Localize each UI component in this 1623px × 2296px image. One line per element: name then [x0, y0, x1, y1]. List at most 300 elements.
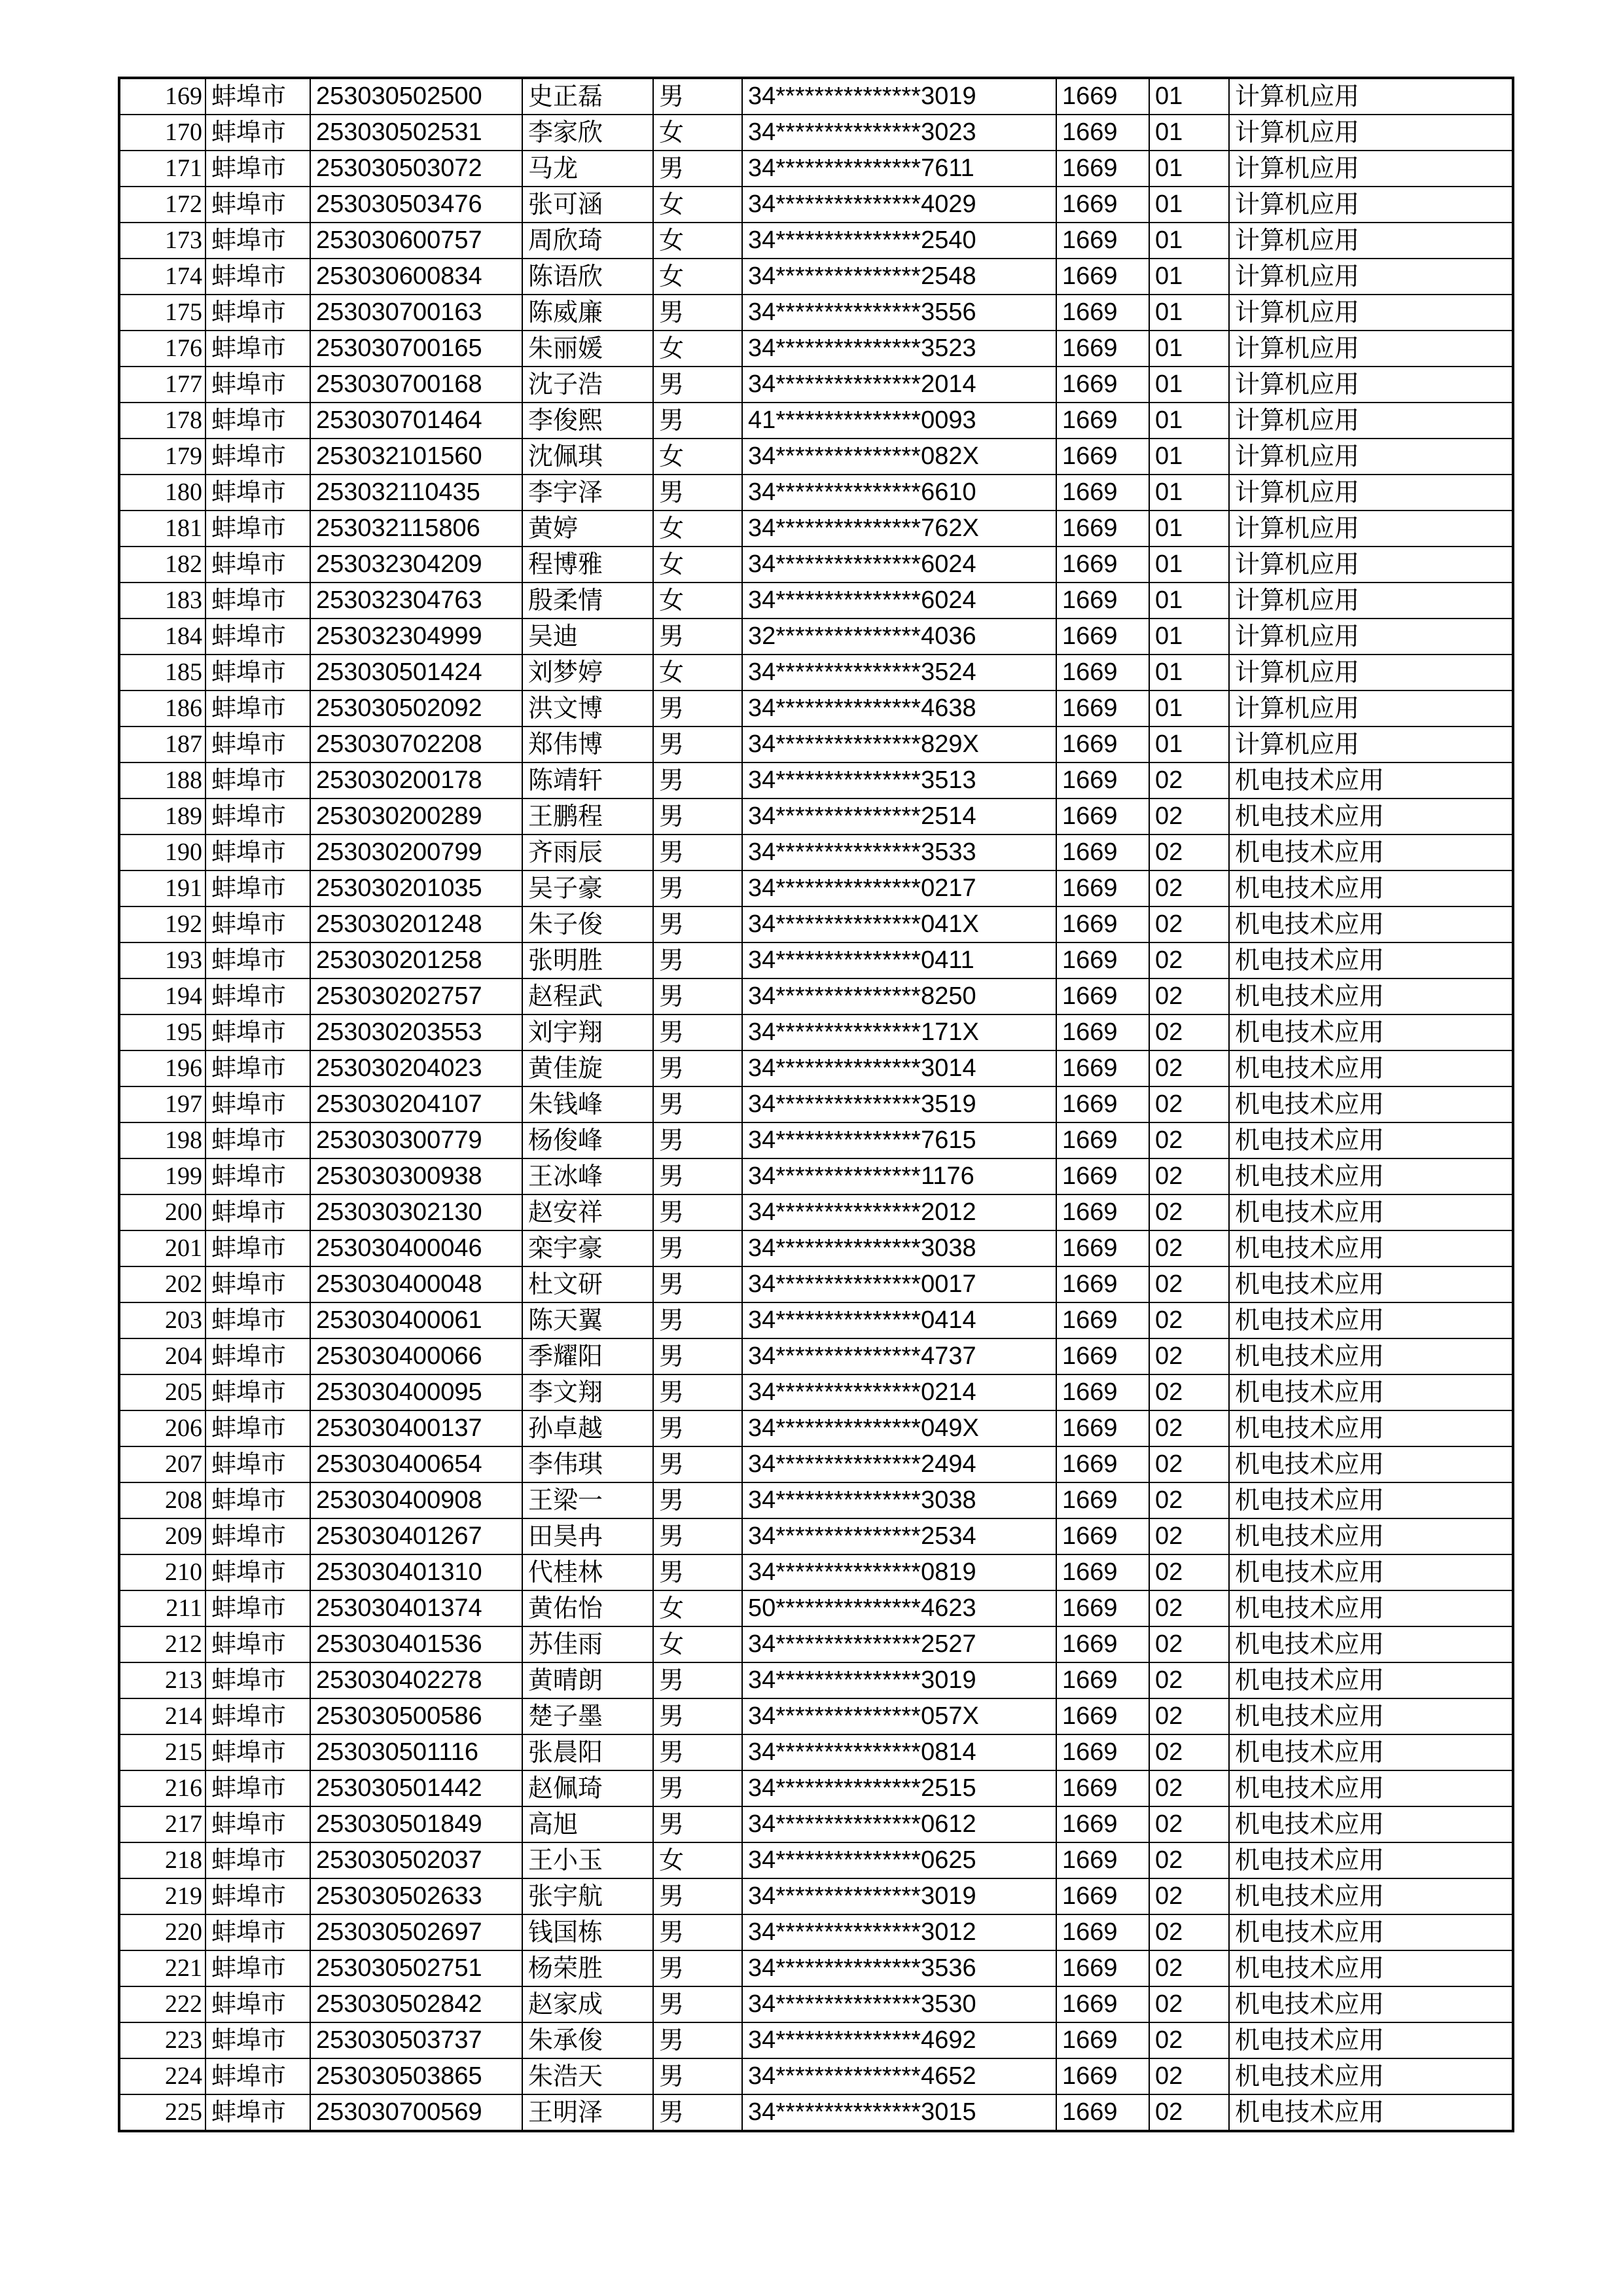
row-number: 180: [119, 475, 205, 511]
exam-id-cell: 253030400046: [310, 1230, 522, 1266]
exam-id-cell: 253030503737: [310, 2022, 522, 2058]
major-name-cell: 机电技术应用: [1229, 2094, 1513, 2131]
name-cell: 杨俊峰: [522, 1122, 653, 1158]
exam-id-cell: 253030200178: [310, 762, 522, 798]
school-code-cell: 1669: [1056, 834, 1149, 870]
row-number: 191: [119, 870, 205, 906]
city-cell: 蚌埠市: [205, 475, 310, 511]
name-cell: 李伟琪: [522, 1446, 653, 1482]
table-row: [119, 583, 1513, 619]
major-name-cell: 机电技术应用: [1229, 1230, 1513, 1266]
major-name-cell: 机电技术应用: [1229, 762, 1513, 798]
row-number: 220: [119, 1914, 205, 1950]
city-cell: 蚌埠市: [205, 2094, 310, 2131]
major-name-cell: 机电技术应用: [1229, 906, 1513, 942]
gender-cell: 男: [653, 1734, 742, 1770]
row-number: 225: [119, 2094, 205, 2131]
major-code-cell: 02: [1149, 798, 1229, 834]
gender-cell: 男: [653, 1806, 742, 1842]
major-name-cell: 计算机应用: [1229, 511, 1513, 547]
row-number: 212: [119, 1626, 205, 1662]
gender-cell: 男: [653, 2094, 742, 2131]
city-cell: 蚌埠市: [205, 367, 310, 403]
school-code-cell: 1669: [1056, 1950, 1149, 1986]
city-cell: 蚌埠市: [205, 1950, 310, 1986]
major-code-cell: 01: [1149, 223, 1229, 259]
id-number-cell: 34***************3513: [742, 762, 1056, 798]
name-cell: 陈威廉: [522, 295, 653, 331]
city-cell: 蚌埠市: [205, 978, 310, 1014]
id-number-cell: 34***************0819: [742, 1554, 1056, 1590]
exam-id-cell: 253030400908: [310, 1482, 522, 1518]
name-cell: 李文翔: [522, 1374, 653, 1410]
city-cell: 蚌埠市: [205, 1518, 310, 1554]
major-name-cell: 计算机应用: [1229, 295, 1513, 331]
major-code-cell: 02: [1149, 1374, 1229, 1410]
major-name-cell: 机电技术应用: [1229, 1698, 1513, 1734]
table-row: [119, 151, 1513, 187]
id-number-cell: 34***************2540: [742, 223, 1056, 259]
table-row: [119, 1410, 1513, 1446]
school-code-cell: 1669: [1056, 1122, 1149, 1158]
gender-cell: 女: [653, 115, 742, 151]
table-row: [119, 1266, 1513, 1302]
row-number: 210: [119, 1554, 205, 1590]
gender-cell: 男: [653, 295, 742, 331]
school-code-cell: 1669: [1056, 547, 1149, 583]
major-name-cell: 机电技术应用: [1229, 1482, 1513, 1518]
exam-id-cell: 253030501424: [310, 655, 522, 691]
exam-id-cell: 253032115806: [310, 511, 522, 547]
major-code-cell: 02: [1149, 1734, 1229, 1770]
id-number-cell: 34***************4029: [742, 187, 1056, 223]
city-cell: 蚌埠市: [205, 259, 310, 295]
major-code-cell: 02: [1149, 1086, 1229, 1122]
table-row: [119, 1950, 1513, 1986]
name-cell: 黄佑怡: [522, 1590, 653, 1626]
gender-cell: 男: [653, 1410, 742, 1446]
city-cell: 蚌埠市: [205, 1842, 310, 1878]
id-number-cell: 34***************7615: [742, 1122, 1056, 1158]
table-row: [119, 1734, 1513, 1770]
table-row: [119, 2022, 1513, 2058]
name-cell: 沈子浩: [522, 367, 653, 403]
row-number: 183: [119, 583, 205, 619]
id-number-cell: 34***************3523: [742, 331, 1056, 367]
major-name-cell: 计算机应用: [1229, 223, 1513, 259]
school-code-cell: 1669: [1056, 475, 1149, 511]
major-name-cell: 计算机应用: [1229, 547, 1513, 583]
gender-cell: 男: [653, 762, 742, 798]
school-code-cell: 1669: [1056, 1914, 1149, 1950]
name-cell: 赵佩琦: [522, 1770, 653, 1806]
city-cell: 蚌埠市: [205, 798, 310, 834]
exam-id-cell: 253030402278: [310, 1662, 522, 1698]
school-code-cell: 1669: [1056, 1770, 1149, 1806]
exam-id-cell: 253030300779: [310, 1122, 522, 1158]
row-number: 178: [119, 403, 205, 439]
name-cell: 李家欣: [522, 115, 653, 151]
id-number-cell: 34***************3019: [742, 78, 1056, 115]
name-cell: 高旭: [522, 1806, 653, 1842]
school-code-cell: 1669: [1056, 1158, 1149, 1194]
major-code-cell: 02: [1149, 1050, 1229, 1086]
row-number: 172: [119, 187, 205, 223]
id-number-cell: 34***************2514: [742, 798, 1056, 834]
name-cell: 王明泽: [522, 2094, 653, 2131]
name-cell: 齐雨辰: [522, 834, 653, 870]
exam-id-cell: 253030400137: [310, 1410, 522, 1446]
exam-id-cell: 253030702208: [310, 726, 522, 762]
id-number-cell: 32***************4036: [742, 619, 1056, 655]
city-cell: 蚌埠市: [205, 1986, 310, 2022]
exam-id-cell: 253030401310: [310, 1554, 522, 1590]
id-number-cell: 34***************3019: [742, 1878, 1056, 1914]
school-code-cell: 1669: [1056, 942, 1149, 978]
school-code-cell: 1669: [1056, 331, 1149, 367]
major-code-cell: 02: [1149, 1914, 1229, 1950]
id-number-cell: 34***************3519: [742, 1086, 1056, 1122]
school-code-cell: 1669: [1056, 1086, 1149, 1122]
id-number-cell: 34***************3023: [742, 115, 1056, 151]
major-name-cell: 计算机应用: [1229, 331, 1513, 367]
school-code-cell: 1669: [1056, 2058, 1149, 2094]
row-number: 208: [119, 1482, 205, 1518]
id-number-cell: 41***************0093: [742, 403, 1056, 439]
id-number-cell: 34***************3038: [742, 1230, 1056, 1266]
gender-cell: 男: [653, 906, 742, 942]
id-number-cell: 50***************4623: [742, 1590, 1056, 1626]
name-cell: 吴子豪: [522, 870, 653, 906]
school-code-cell: 1669: [1056, 1302, 1149, 1338]
exam-id-cell: 253030500586: [310, 1698, 522, 1734]
exam-id-cell: 253030203553: [310, 1014, 522, 1050]
city-cell: 蚌埠市: [205, 1806, 310, 1842]
name-cell: 郑伟博: [522, 726, 653, 762]
major-name-cell: 计算机应用: [1229, 655, 1513, 691]
major-code-cell: 01: [1149, 475, 1229, 511]
major-code-cell: 01: [1149, 259, 1229, 295]
major-name-cell: 机电技术应用: [1229, 1194, 1513, 1230]
major-name-cell: 机电技术应用: [1229, 1338, 1513, 1374]
school-code-cell: 1669: [1056, 870, 1149, 906]
name-cell: 沈佩琪: [522, 439, 653, 475]
row-number: 195: [119, 1014, 205, 1050]
major-code-cell: 02: [1149, 1878, 1229, 1914]
gender-cell: 男: [653, 1014, 742, 1050]
table-row: [119, 978, 1513, 1014]
major-code-cell: 02: [1149, 1158, 1229, 1194]
major-name-cell: 机电技术应用: [1229, 798, 1513, 834]
id-number-cell: 34***************3556: [742, 295, 1056, 331]
name-cell: 钱国栋: [522, 1914, 653, 1950]
major-code-cell: 02: [1149, 1482, 1229, 1518]
city-cell: 蚌埠市: [205, 691, 310, 726]
major-name-cell: 计算机应用: [1229, 619, 1513, 655]
school-code-cell: 1669: [1056, 259, 1149, 295]
id-number-cell: 34***************2012: [742, 1194, 1056, 1230]
table-row: [119, 1086, 1513, 1122]
row-number: 203: [119, 1302, 205, 1338]
name-cell: 洪文博: [522, 691, 653, 726]
school-code-cell: 1669: [1056, 1014, 1149, 1050]
major-code-cell: 01: [1149, 403, 1229, 439]
major-code-cell: 02: [1149, 906, 1229, 942]
school-code-cell: 1669: [1056, 1338, 1149, 1374]
city-cell: 蚌埠市: [205, 403, 310, 439]
id-number-cell: 34***************4692: [742, 2022, 1056, 2058]
name-cell: 黄佳旋: [522, 1050, 653, 1086]
row-number: 211: [119, 1590, 205, 1626]
exam-id-cell: 253030502697: [310, 1914, 522, 1950]
school-code-cell: 1669: [1056, 1590, 1149, 1626]
major-name-cell: 计算机应用: [1229, 78, 1513, 115]
school-code-cell: 1669: [1056, 1446, 1149, 1482]
row-number: 205: [119, 1374, 205, 1410]
gender-cell: 男: [653, 403, 742, 439]
exam-id-cell: 253032110435: [310, 475, 522, 511]
table-row: [119, 1050, 1513, 1086]
school-code-cell: 1669: [1056, 1266, 1149, 1302]
city-cell: 蚌埠市: [205, 726, 310, 762]
table-row: [119, 403, 1513, 439]
gender-cell: 女: [653, 1626, 742, 1662]
name-cell: 史正磊: [522, 78, 653, 115]
major-name-cell: 机电技术应用: [1229, 1446, 1513, 1482]
table-row: [119, 1626, 1513, 1662]
major-code-cell: 01: [1149, 187, 1229, 223]
exam-id-cell: 253030302130: [310, 1194, 522, 1230]
city-cell: 蚌埠市: [205, 2058, 310, 2094]
name-cell: 李宇泽: [522, 475, 653, 511]
table-row: [119, 115, 1513, 151]
row-number: 198: [119, 1122, 205, 1158]
major-name-cell: 机电技术应用: [1229, 1626, 1513, 1662]
table-row: [119, 511, 1513, 547]
name-cell: 朱子俊: [522, 906, 653, 942]
exam-id-cell: 253030600834: [310, 259, 522, 295]
city-cell: 蚌埠市: [205, 906, 310, 942]
city-cell: 蚌埠市: [205, 1302, 310, 1338]
school-code-cell: 1669: [1056, 295, 1149, 331]
gender-cell: 男: [653, 726, 742, 762]
school-code-cell: 1669: [1056, 1230, 1149, 1266]
major-code-cell: 02: [1149, 942, 1229, 978]
city-cell: 蚌埠市: [205, 619, 310, 655]
exam-id-cell: 253030503476: [310, 187, 522, 223]
major-code-cell: 01: [1149, 691, 1229, 726]
id-number-cell: 34***************3533: [742, 834, 1056, 870]
major-name-cell: 机电技术应用: [1229, 1806, 1513, 1842]
row-number: 179: [119, 439, 205, 475]
gender-cell: 女: [653, 547, 742, 583]
table-row: [119, 1302, 1513, 1338]
table-row: [119, 1698, 1513, 1734]
table-row: [119, 1482, 1513, 1518]
school-code-cell: 1669: [1056, 1410, 1149, 1446]
id-number-cell: 34***************3524: [742, 655, 1056, 691]
row-number: 223: [119, 2022, 205, 2058]
row-number: 173: [119, 223, 205, 259]
row-number: 185: [119, 655, 205, 691]
exam-id-cell: 253030204023: [310, 1050, 522, 1086]
major-name-cell: 计算机应用: [1229, 367, 1513, 403]
school-code-cell: 1669: [1056, 655, 1149, 691]
id-number-cell: 34***************0411: [742, 942, 1056, 978]
row-number: 196: [119, 1050, 205, 1086]
school-code-cell: 1669: [1056, 762, 1149, 798]
school-code-cell: 1669: [1056, 439, 1149, 475]
exam-id-cell: 253030700569: [310, 2094, 522, 2131]
row-number: 190: [119, 834, 205, 870]
row-number: 181: [119, 511, 205, 547]
table-row: [119, 906, 1513, 942]
city-cell: 蚌埠市: [205, 1410, 310, 1446]
major-code-cell: 01: [1149, 547, 1229, 583]
school-code-cell: 1669: [1056, 511, 1149, 547]
gender-cell: 女: [653, 223, 742, 259]
exam-id-cell: 253030701464: [310, 403, 522, 439]
gender-cell: 男: [653, 1266, 742, 1302]
row-number: 206: [119, 1410, 205, 1446]
school-code-cell: 1669: [1056, 187, 1149, 223]
city-cell: 蚌埠市: [205, 1482, 310, 1518]
city-cell: 蚌埠市: [205, 115, 310, 151]
name-cell: 季耀阳: [522, 1338, 653, 1374]
gender-cell: 男: [653, 1662, 742, 1698]
school-code-cell: 1669: [1056, 78, 1149, 115]
exam-id-cell: 253030400061: [310, 1302, 522, 1338]
table-row: [119, 726, 1513, 762]
table-row: [119, 1590, 1513, 1626]
major-name-cell: 计算机应用: [1229, 115, 1513, 151]
id-number-cell: 34***************3015: [742, 2094, 1056, 2131]
major-name-cell: 机电技术应用: [1229, 1734, 1513, 1770]
major-code-cell: 02: [1149, 1122, 1229, 1158]
exam-id-cell: 253030400048: [310, 1266, 522, 1302]
major-name-cell: 计算机应用: [1229, 726, 1513, 762]
city-cell: 蚌埠市: [205, 331, 310, 367]
table-row: [119, 1194, 1513, 1230]
table-body: [119, 78, 1513, 2131]
table-row: [119, 547, 1513, 583]
row-number: 192: [119, 906, 205, 942]
gender-cell: 男: [653, 1446, 742, 1482]
table-row: [119, 870, 1513, 906]
major-code-cell: 02: [1149, 1662, 1229, 1698]
school-code-cell: 1669: [1056, 1518, 1149, 1554]
exam-id-cell: 253030200799: [310, 834, 522, 870]
name-cell: 王梁一: [522, 1482, 653, 1518]
gender-cell: 女: [653, 439, 742, 475]
table-row: [119, 1446, 1513, 1482]
school-code-cell: 1669: [1056, 726, 1149, 762]
id-number-cell: 34***************2548: [742, 259, 1056, 295]
exam-id-cell: 253030502842: [310, 1986, 522, 2022]
id-number-cell: 34***************1176: [742, 1158, 1056, 1194]
name-cell: 栾宇豪: [522, 1230, 653, 1266]
major-code-cell: 02: [1149, 1842, 1229, 1878]
name-cell: 朱承俊: [522, 2022, 653, 2058]
major-name-cell: 计算机应用: [1229, 475, 1513, 511]
name-cell: 王冰峰: [522, 1158, 653, 1194]
major-name-cell: 机电技术应用: [1229, 1590, 1513, 1626]
exam-id-cell: 253030201248: [310, 906, 522, 942]
major-name-cell: 计算机应用: [1229, 691, 1513, 726]
major-name-cell: 机电技术应用: [1229, 1986, 1513, 2022]
major-code-cell: 02: [1149, 1950, 1229, 1986]
major-code-cell: 02: [1149, 870, 1229, 906]
exam-id-cell: 253030300938: [310, 1158, 522, 1194]
city-cell: 蚌埠市: [205, 78, 310, 115]
gender-cell: 男: [653, 1194, 742, 1230]
city-cell: 蚌埠市: [205, 1734, 310, 1770]
id-number-cell: 34***************7611: [742, 151, 1056, 187]
major-code-cell: 02: [1149, 1338, 1229, 1374]
city-cell: 蚌埠市: [205, 1122, 310, 1158]
id-number-cell: 34***************049X: [742, 1410, 1056, 1446]
name-cell: 黄婷: [522, 511, 653, 547]
exam-id-cell: 253030502500: [310, 78, 522, 115]
row-number: 215: [119, 1734, 205, 1770]
major-code-cell: 02: [1149, 2058, 1229, 2094]
gender-cell: 男: [653, 1374, 742, 1410]
city-cell: 蚌埠市: [205, 1266, 310, 1302]
major-code-cell: 01: [1149, 151, 1229, 187]
city-cell: 蚌埠市: [205, 1086, 310, 1122]
name-cell: 黄晴朗: [522, 1662, 653, 1698]
city-cell: 蚌埠市: [205, 942, 310, 978]
school-code-cell: 1669: [1056, 1662, 1149, 1698]
exam-id-cell: 253030401267: [310, 1518, 522, 1554]
school-code-cell: 1669: [1056, 1734, 1149, 1770]
exam-id-cell: 253030401374: [310, 1590, 522, 1626]
major-name-cell: 机电技术应用: [1229, 1878, 1513, 1914]
gender-cell: 女: [653, 259, 742, 295]
name-cell: 杜文研: [522, 1266, 653, 1302]
table-row: [119, 834, 1513, 870]
table-row: [119, 259, 1513, 295]
gender-cell: 男: [653, 834, 742, 870]
id-number-cell: 34***************0017: [742, 1266, 1056, 1302]
major-code-cell: 02: [1149, 2022, 1229, 2058]
major-code-cell: 02: [1149, 1770, 1229, 1806]
major-code-cell: 01: [1149, 331, 1229, 367]
school-code-cell: 1669: [1056, 1554, 1149, 1590]
name-cell: 刘梦婷: [522, 655, 653, 691]
id-number-cell: 34***************0217: [742, 870, 1056, 906]
city-cell: 蚌埠市: [205, 655, 310, 691]
gender-cell: 男: [653, 1158, 742, 1194]
school-code-cell: 1669: [1056, 1842, 1149, 1878]
table-row: [119, 1806, 1513, 1842]
major-code-cell: 02: [1149, 1230, 1229, 1266]
table-row: [119, 1554, 1513, 1590]
school-code-cell: 1669: [1056, 798, 1149, 834]
city-cell: 蚌埠市: [205, 223, 310, 259]
row-number: 189: [119, 798, 205, 834]
exam-id-cell: 253030501849: [310, 1806, 522, 1842]
id-number-cell: 34***************2494: [742, 1446, 1056, 1482]
city-cell: 蚌埠市: [205, 1014, 310, 1050]
major-name-cell: 机电技术应用: [1229, 1410, 1513, 1446]
major-code-cell: 02: [1149, 1410, 1229, 1446]
city-cell: 蚌埠市: [205, 1050, 310, 1086]
gender-cell: 男: [653, 978, 742, 1014]
city-cell: 蚌埠市: [205, 1914, 310, 1950]
major-name-cell: 机电技术应用: [1229, 834, 1513, 870]
table-row: [119, 1842, 1513, 1878]
